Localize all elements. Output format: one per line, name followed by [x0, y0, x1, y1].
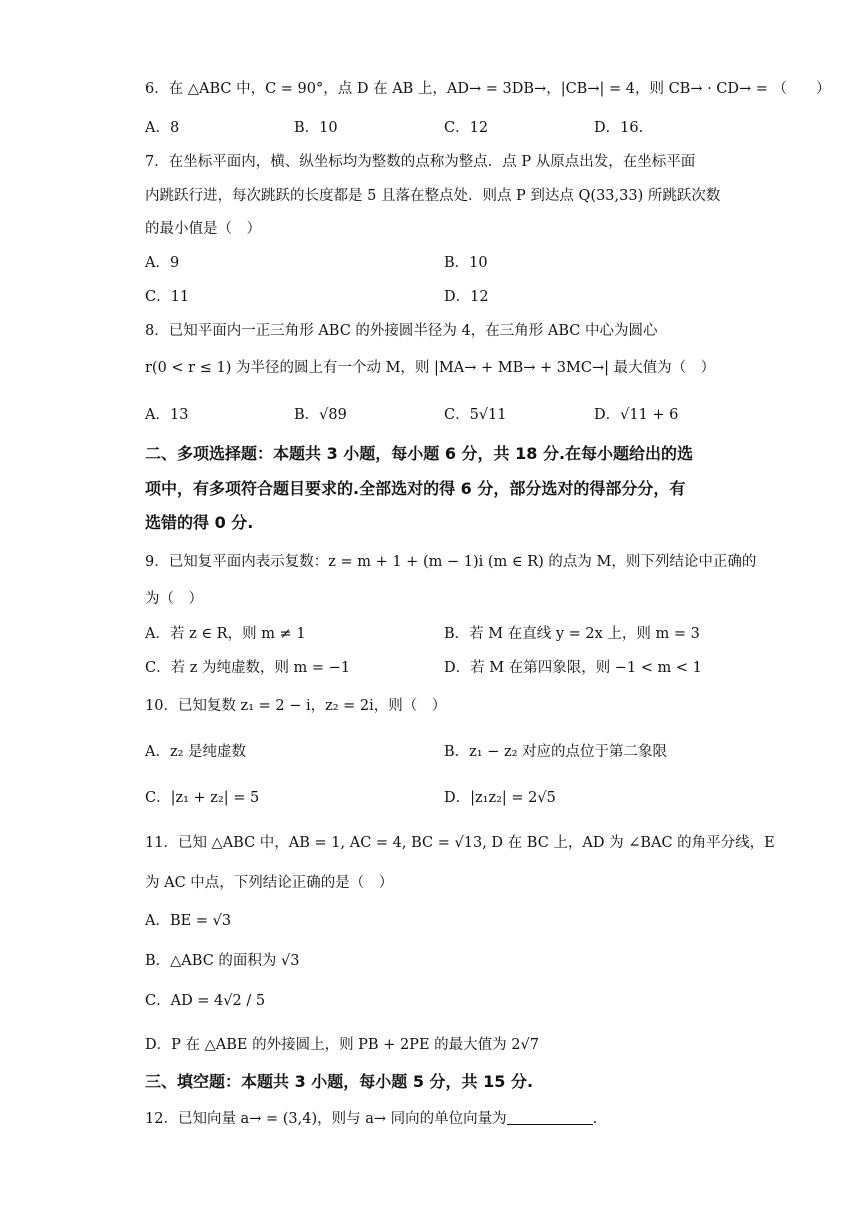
q9-line-2: 为（ ）	[145, 591, 203, 607]
q7-option-d: D．12	[444, 289, 489, 305]
q8-option-b: B．√89	[294, 407, 347, 423]
q7-option-a: A．9	[145, 255, 180, 271]
q6-option-c: C．12	[444, 120, 489, 136]
q6-option-a: A．8	[145, 120, 180, 136]
q10-stem: 10．已知复数 z₁ = 2 − i，z₂ = 2i，则（ ）	[145, 698, 447, 714]
q7-option-b: B．10	[444, 255, 488, 271]
q10-option-b: B．z₁ − z₂ 对应的点位于第二象限	[444, 744, 668, 760]
q12-line	[145, 1108, 597, 1130]
q7-option-c: C．11	[145, 289, 190, 305]
q6-option-b: B．10	[294, 120, 338, 136]
q8-line-1: 8．已知平面内一正三角形 ABC 的外接圆半径为 4，在三角形 ABC 中心为圆心	[145, 323, 658, 339]
q9-option-b: B．若 M 在直线 y = 2x 上，则 m = 3	[444, 626, 700, 642]
q6-option-d: D．16.	[594, 120, 644, 136]
section2-heading-line-1: 二、多项选择题：本题共 3 小题，每小题 6 分，共 18 分.在每小题给出的选	[145, 444, 694, 463]
section2-heading-line-3: 选错的得 0 分.	[145, 513, 254, 532]
q6-stem: 6．在 △ABC 中，C = 90°，点 D 在 AB 上，AD→ = 3DB→，|CB→| = 4，则 CB→ · CD→ = （ ）	[145, 81, 831, 97]
q10-option-c: C．|z₁ + z₂| = 5	[145, 790, 260, 806]
q9-option-c: C．若 z 为纯虚数，则 m = −1	[145, 660, 351, 676]
section2-heading-line-2: 项中，有多项符合题目要求的.全部选对的得 6 分，部分选对的得部分分，有	[145, 479, 686, 498]
q12-answer-blank	[507, 1110, 593, 1125]
section3-heading: 三、填空题：本题共 3 小题，每小题 5 分，共 15 分.	[145, 1072, 534, 1091]
q8-line-2: r(0 < r ≤ 1) 为半径的圆上有一个动 M，则 |MA→ + MB→ + 3MC→| 最大值为（ ）	[145, 360, 716, 376]
q12-stem: 12．已知向量 a→ = (3,4)，则与 a→ 同向的单位向量为	[145, 1111, 507, 1127]
q8-option-d: D．√11 + 6	[594, 407, 679, 423]
q11-option-b: B．△ABC 的面积为 √3	[145, 953, 300, 969]
q9-option-a: A．若 z ∈ R，则 m ≠ 1	[145, 626, 306, 642]
q12-end: .	[592, 1111, 598, 1127]
q9-line-1: 9．已知复平面内表示复数：z = m + 1 + (m − 1)i (m ∈ R) 的点为 M，则下列结论中正确的	[145, 554, 757, 570]
q11-option-a: A．BE = √3	[145, 913, 232, 929]
q11-line-1: 11．已知 △ABC 中，AB = 1, AC = 4, BC = √13, D 在 BC 上，AD 为 ∠BAC 的角平分线，E	[145, 835, 775, 851]
q8-option-a: A．13	[145, 407, 189, 423]
q9-option-d: D．若 M 在第四象限，则 −1 < m < 1	[444, 660, 702, 676]
q10-option-d: D．|z₁z₂| = 2√5	[444, 790, 556, 806]
q10-option-a: A．z₂ 是纯虚数	[145, 744, 247, 760]
q7-line-1: 7．在坐标平面内，横、纵坐标均为整数的点称为整点．点 P 从原点出发，在坐标平面	[145, 154, 696, 170]
q8-option-c: C．5√11	[444, 407, 507, 423]
q11-option-d: D．P 在 △ABE 的外接圆上，则 PB + 2PE 的最大值为 2√7	[145, 1037, 539, 1053]
q11-option-c: C．AD = 4√2 / 5	[145, 993, 266, 1009]
q7-line-3: 的最小值是（ ）	[145, 221, 261, 237]
q11-line-2: 为 AC 中点，下列结论正确的是（ ）	[145, 875, 394, 891]
q7-line-2: 内跳跃行进，每次跳跃的长度都是 5 且落在整点处．则点 P 到达点 Q(33,33) 所跳跃次数	[145, 188, 721, 204]
